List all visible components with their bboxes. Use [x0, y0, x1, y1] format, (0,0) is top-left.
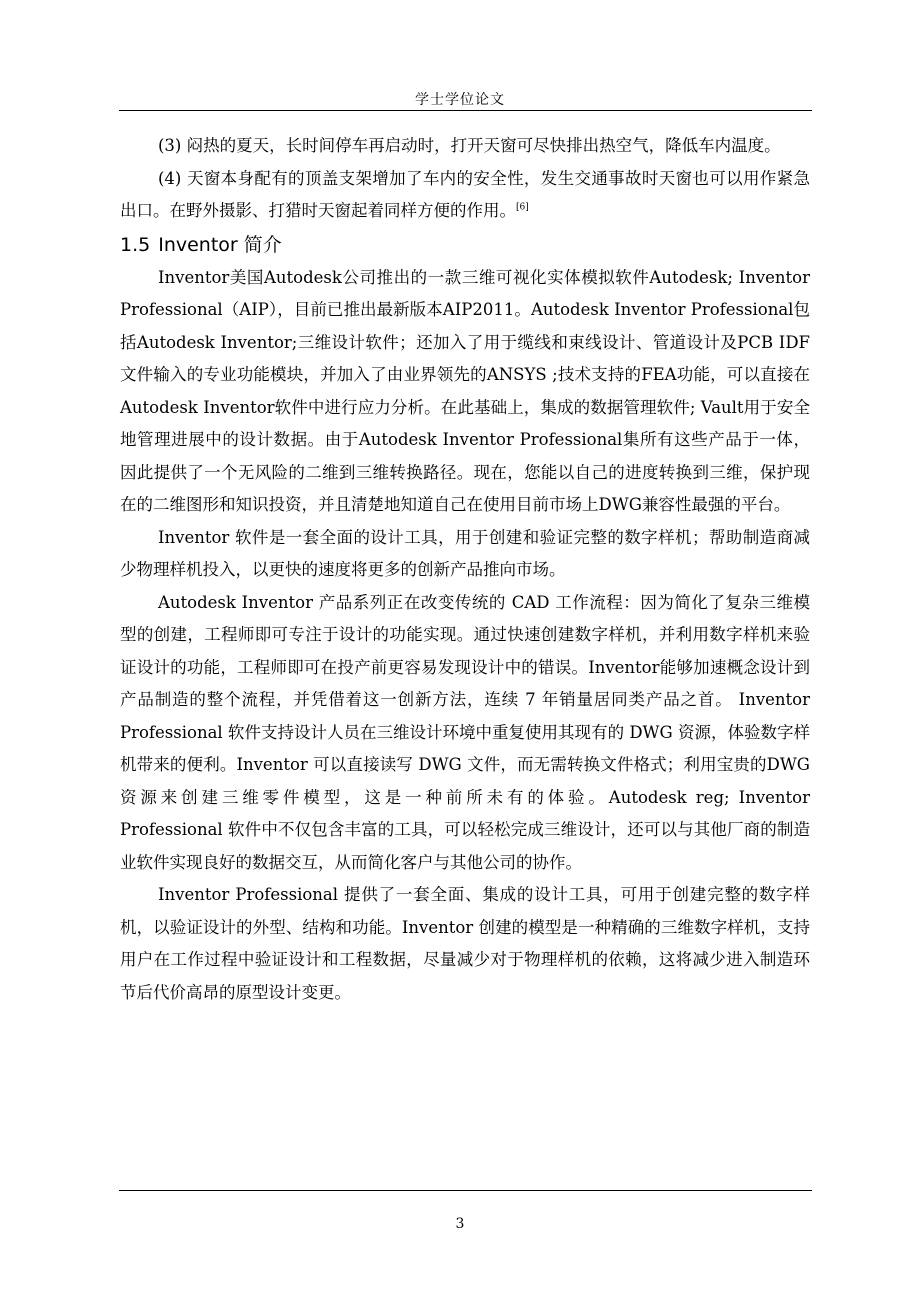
citation-reference[interactable]: [6] [516, 202, 529, 213]
paragraph-text: (4) 天窗本身配有的顶盖支架增加了车内的安全性，发生交通事故时天窗也可以用作紧急出口。在野外摄影、打猎时天窗起着同样方便的作用。 [120, 168, 810, 220]
header-divider [119, 110, 812, 111]
paragraph-item-3 [120, 130, 810, 163]
paragraph-inventor-tools: Inventor 软件是一套全面的设计工具，用于创建和验证完整的数字样机；帮助制造商减少物理样机投入，以更快的速度将更多的创新产品推向市场。 [120, 527, 810, 579]
section-number: 1.5 [120, 233, 151, 256]
page-number: 3 [455, 1216, 465, 1232]
paragraph-text: (3) 闷热的夏天，长时间停车再启动时，打开天窗可尽快排出热空气，降低车内温度。 [158, 136, 781, 155]
paragraph-item-4 [120, 163, 810, 228]
paragraph-inventor-intro: Inventor美国Autodesk公司推出的一款三维可视化实体模拟软件Autodesk; Inventor Professional（AIP），目前已推出最新版本AIP2011。Autodesk Inventor Professional包括Autodesk Inventor;三维设计软件；还加入了用于缆线和束线设计、管道设计及PCB IDF文件输入的专业功能模块，并加入了由业界领先的ANSYS ;技术支持的FEA功能，可以直接在Autodesk Inventor软件中进行应力分析。在此基础上，集成的数据管理软件; Vault用于安全地管理进展中的设计数据。由于Autodesk Inventor Professional集所有这些产品于一体，因此提供了一个无风险的二维到三维转换路径。现在，您能以自己的进度转换到三维，保护现在的二维图形和知识投资，并且清楚地知道自己在使用目前市场上DWG兼容性最强的平台。 [120, 267, 810, 514]
footer-divider [119, 1190, 812, 1191]
running-header: 学士学位论文 [415, 92, 505, 108]
document-body [120, 130, 810, 1009]
paragraph-inventor-professional: Inventor Professional 提供了一套全面、集成的设计工具，可用于创建完整的数字样机，以验证设计的外型、结构和功能。Inventor 创建的模型是一种精确的三维数字样机，支持用户在工作过程中验证设计和工程数据，尽量减少对于物理样机的依赖，这将减少进入制造环节后代价高昂的原型设计变更。 [120, 885, 810, 1002]
paragraph-inventor-workflow: Autodesk Inventor 产品系列正在改变传统的 CAD 工作流程：因为简化了复杂三维模型的创建，工程师即可专注于设计的功能实现。通过快速创建数字样机，并利用数字样机来验证设计的功能，工程师即可在投产前更容易发现设计中的错误。Inventor能够加速概念设计到产品制造的整个流程，并凭借着这一创新方法，连续 7 年销量居同类产品之首。 Inventor Professional 软件支持设计人员在三维设计环境中重复使用其现有的 DWG 资源，体验数字样机带来的便利。Inventor 可以直接读写 DWG 文件，而无需转换文件格式；利用宝贵的DWG资源来创建三维零件模型，这是一种前所未有的体验。Autodesk reg; Inventor Professional 软件中不仅包含丰富的工具，可以轻松完成三维设计，还可以与其他厂商的制造业软件实现良好的数据交互，从而简化客户与其他公司的协作。 [120, 592, 810, 872]
section-title: Inventor 简介 [158, 233, 282, 256]
section-heading [120, 228, 810, 262]
